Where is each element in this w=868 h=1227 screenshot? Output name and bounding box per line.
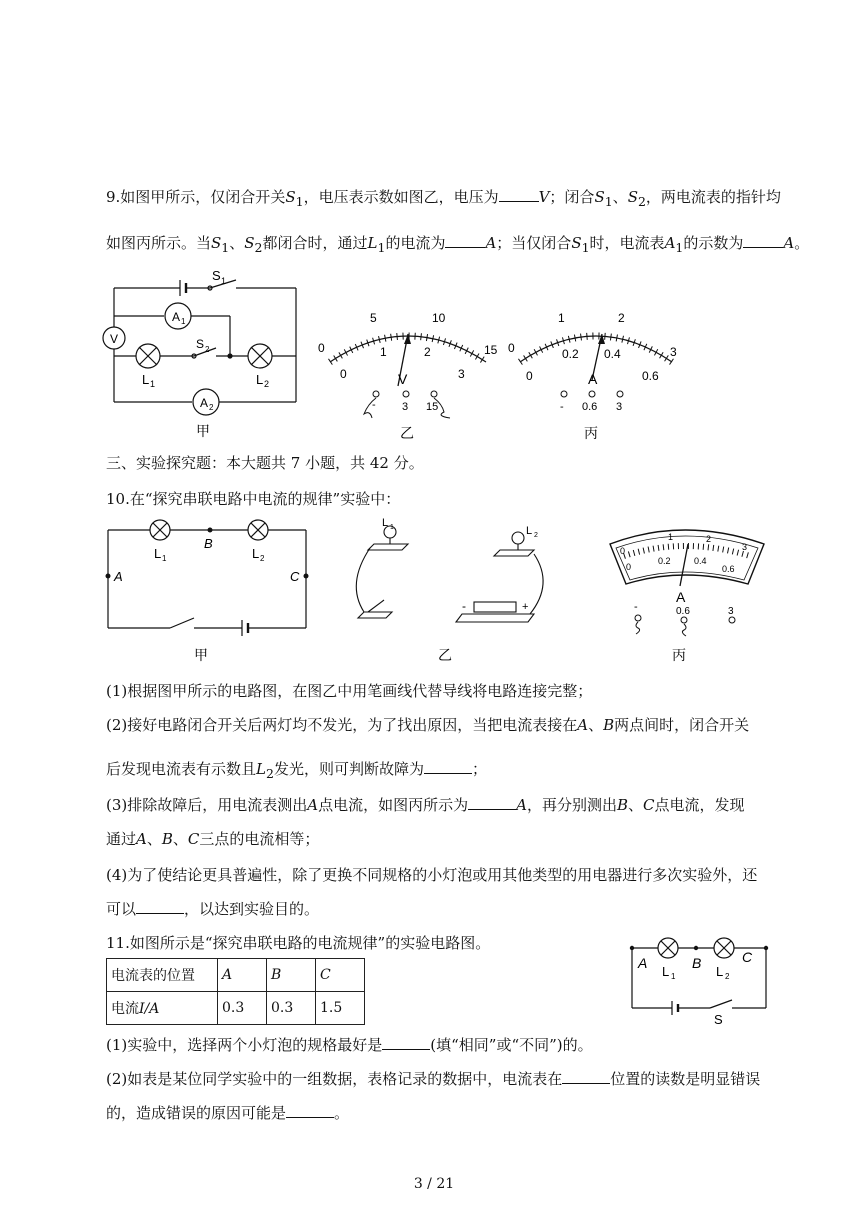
q11-part2-line1: (2)如表是某位同学实验中的一组数据，表格记录的数据中，电流表在 位置的读数是明显错误 bbox=[106, 1070, 761, 1088]
tick-label: 0.6 bbox=[642, 369, 659, 383]
q11-part2-line2: 的，造成错误的原因可能是 。 bbox=[106, 1104, 350, 1122]
tick-label: 0 bbox=[620, 546, 626, 556]
table-header-cell: B bbox=[267, 959, 316, 992]
tick-label: 2 bbox=[424, 345, 431, 359]
q11-data-table bbox=[106, 958, 365, 1025]
label: 2 bbox=[264, 379, 270, 389]
ammeter-a1-label: A bbox=[172, 310, 181, 324]
label: L bbox=[154, 546, 162, 561]
q10-part3-line2: 通过A、B、C三点的电流相等； bbox=[106, 830, 320, 848]
answer-blank[interactable] bbox=[743, 235, 783, 248]
tick-label: 0.2 bbox=[562, 347, 579, 361]
lamp-l2-label: L bbox=[256, 372, 264, 387]
q10-part1: (1)根据图甲所示的电路图，在图乙中用笔画线代替导线将电路连接完整； bbox=[106, 682, 593, 700]
q9-line1: 9.如图甲所示，仅闭合开关$S_1$，电压表示数如图乙，电压为 V；闭合$S_1$、$S_2$，两电流表的指针均 bbox=[106, 188, 781, 209]
tick-label: 1 bbox=[558, 311, 565, 325]
label: 2 bbox=[209, 403, 214, 412]
answer-blank[interactable] bbox=[424, 761, 472, 774]
label: + bbox=[522, 601, 529, 613]
tick-label: 0 bbox=[626, 562, 632, 572]
tick-label: 0.2 bbox=[658, 556, 671, 566]
q10-part4-line1: (4)为了使结论更具普遍性，除了更换不同规格的小灯泡或用其他类型的用电器进行多次实验外，还 bbox=[106, 866, 758, 884]
tick-label: 0.4 bbox=[694, 556, 707, 566]
terminal-label: - bbox=[372, 399, 376, 411]
label: 1 bbox=[181, 317, 186, 326]
terminal-label: 3 bbox=[616, 401, 623, 413]
table-header-cell: C bbox=[316, 959, 365, 992]
label: 1 bbox=[390, 524, 394, 531]
terminal-label: 3 bbox=[402, 401, 409, 413]
tick-label: 3 bbox=[742, 542, 748, 552]
switch-label: S bbox=[714, 1012, 723, 1024]
terminal-label: - bbox=[634, 601, 638, 613]
terminal-label: - bbox=[560, 401, 564, 413]
tick-label: 0 bbox=[508, 341, 515, 355]
answer-blank[interactable] bbox=[382, 1037, 430, 1050]
tick-label: 2 bbox=[706, 534, 712, 544]
caption-jia: 甲 bbox=[194, 647, 208, 663]
tick-label: 3 bbox=[458, 367, 465, 381]
voltmeter-label: V bbox=[110, 332, 119, 346]
tick-label: 0 bbox=[526, 369, 533, 383]
answer-blank[interactable] bbox=[286, 1105, 334, 1118]
caption-bing: 丙 bbox=[672, 647, 686, 663]
label: S bbox=[212, 268, 221, 283]
label: 1 bbox=[221, 276, 227, 286]
terminal-label: 15 bbox=[426, 401, 439, 413]
terminal-label: 0.6 bbox=[582, 401, 598, 413]
point-label: A bbox=[114, 569, 123, 584]
unit-label: A bbox=[588, 371, 598, 387]
terminal-label: 3 bbox=[728, 606, 734, 617]
ammeter-a2-label: A bbox=[200, 396, 209, 410]
point-label: C bbox=[290, 569, 300, 584]
table-cell: 1.5 bbox=[316, 992, 365, 1025]
point-label: B bbox=[692, 955, 702, 971]
tick-label: 0 bbox=[340, 367, 347, 381]
tick-label: 2 bbox=[618, 311, 625, 325]
unit-label: V bbox=[398, 371, 408, 387]
tick-label: 0.6 bbox=[722, 564, 735, 574]
terminal-label: 0.6 bbox=[676, 606, 690, 617]
caption-yi: 乙 bbox=[438, 647, 452, 663]
label: - bbox=[462, 599, 466, 613]
label: 1 bbox=[150, 379, 156, 389]
label: 2 bbox=[725, 972, 730, 981]
label: S bbox=[196, 337, 205, 351]
answer-blank[interactable] bbox=[445, 235, 485, 248]
label: 1 bbox=[162, 554, 167, 563]
table-row bbox=[107, 959, 365, 992]
q10-title: 10.在“探究串联电路中电流的规律”实验中： bbox=[106, 490, 401, 508]
point-label: C bbox=[742, 949, 753, 965]
label: L bbox=[526, 525, 533, 537]
q10-circuit-jia bbox=[100, 514, 320, 670]
label: L bbox=[716, 964, 724, 979]
q9-voltmeter-yi bbox=[310, 300, 506, 450]
section-heading: 三、实验探究题：本大题共 7 小题，共 42 分。 bbox=[106, 454, 424, 472]
q9-circuit-jia bbox=[100, 266, 310, 446]
lamp-l1-label: L bbox=[142, 372, 150, 387]
table-header-cell: 电流表的位置 bbox=[107, 959, 218, 992]
q9-line2: 如图丙所示。当$S_1$、$S_2$都闭合时，通过$L_1$的电流为 A；当仅闭合$S_1$时，电流表$A_1$的示数为 A。 bbox=[106, 234, 810, 255]
q10-ammeter-bing bbox=[604, 514, 774, 670]
page-number: 3 / 21 bbox=[413, 1176, 455, 1192]
table-row bbox=[107, 992, 365, 1025]
tick-label: 10 bbox=[432, 311, 446, 325]
label: L bbox=[382, 517, 389, 529]
q11-title: 11.如图所示是“探究串联电路的电流规律”的实验电路图。 bbox=[106, 934, 491, 952]
q10-part2-line2: 后发现电流表有示数且$L_2$发光，则可判断故障为 ； bbox=[106, 760, 487, 781]
caption-jia: 甲 bbox=[196, 423, 210, 439]
q10-part4-line2: 可以 ，以达到实验目的。 bbox=[106, 900, 320, 918]
label: 2 bbox=[534, 532, 538, 539]
label: L bbox=[252, 546, 260, 561]
point-label: A bbox=[638, 955, 648, 971]
label: 2 bbox=[205, 345, 210, 354]
table-cell: 0.3 bbox=[218, 992, 267, 1025]
point-label: B bbox=[204, 536, 213, 551]
q10-part3-line1: (3)排除故障后，用电流表测出A点电流，如图丙所示为 A，再分别测出B、C点电流，发现 bbox=[106, 796, 745, 814]
tick-label: 0.4 bbox=[604, 347, 621, 361]
table-header-cell: A bbox=[218, 959, 267, 992]
table-row-label: 电流I/A bbox=[107, 992, 218, 1025]
tick-label: 0 bbox=[318, 341, 325, 355]
q11-circuit-diagram bbox=[626, 928, 776, 1024]
answer-blank[interactable] bbox=[136, 901, 184, 914]
label: L bbox=[662, 964, 670, 979]
label: 1 bbox=[671, 972, 676, 981]
answer-blank[interactable] bbox=[468, 797, 516, 810]
q9-ammeter-bing bbox=[500, 300, 690, 450]
tick-label: 1 bbox=[668, 532, 674, 542]
caption-yi: 乙 bbox=[400, 425, 414, 441]
caption-bing: 丙 bbox=[584, 425, 598, 441]
answer-blank[interactable] bbox=[499, 189, 539, 202]
tick-label: 3 bbox=[670, 345, 677, 359]
q11-part1: (1)实验中，选择两个小灯泡的规格最好是 (填“相同”或“不同”)的。 bbox=[106, 1036, 593, 1054]
table-cell: 0.3 bbox=[267, 992, 316, 1025]
tick-label: 1 bbox=[380, 345, 387, 359]
q10-physical-circuit-yi bbox=[340, 514, 570, 670]
q10-part2-line1: (2)接好电路闭合开关后两灯均不发光，为了找出原因，当把电流表接在A、B两点间时，闭合开关 bbox=[106, 716, 750, 734]
answer-blank[interactable] bbox=[562, 1071, 610, 1084]
label: 2 bbox=[260, 554, 265, 563]
tick-label: 5 bbox=[370, 311, 377, 325]
unit-label: A bbox=[676, 589, 686, 605]
tick-label: 15 bbox=[484, 343, 498, 357]
